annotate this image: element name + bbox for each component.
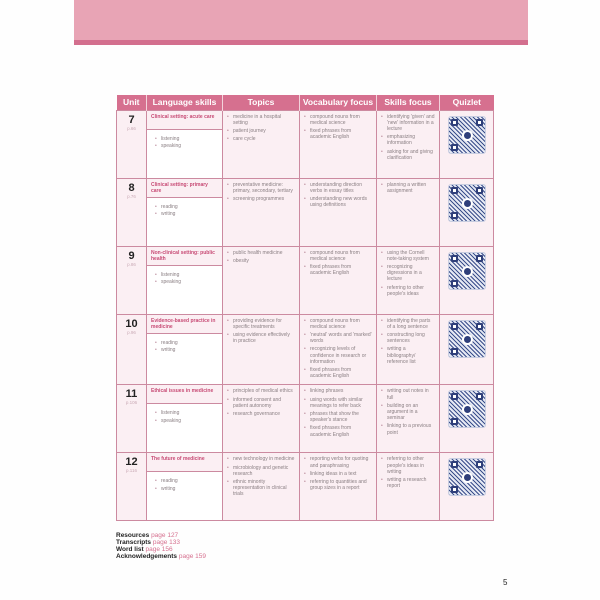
list-item: • informed consent and patient autonomy	[227, 397, 295, 409]
unit-title: Ethical issues in medicine	[147, 385, 222, 404]
vocabulary-cell	[300, 246, 377, 314]
list-item: • writing	[155, 486, 214, 492]
unit-title: Clinical setting: acute care	[147, 111, 222, 130]
unit-cell	[117, 110, 147, 178]
topics-cell	[223, 246, 300, 314]
table-row	[117, 110, 494, 178]
unit-page-link[interactable]: p.106	[125, 400, 138, 406]
column-header-vocabulary-focus: Vocabulary focus	[300, 95, 377, 110]
list-item: • ethnic minority representation in clinical trials	[227, 479, 295, 498]
unit-page-link[interactable]: p.116	[126, 468, 137, 474]
list-item: • referring to other people's ideas in writing	[381, 456, 435, 475]
quizlet-logo-icon	[462, 266, 473, 277]
language-skills-cell	[147, 246, 223, 314]
table-row	[117, 453, 494, 521]
unit-page-link[interactable]: p.76	[127, 193, 136, 199]
vocabulary-list	[300, 111, 376, 146]
unit-cell	[117, 314, 147, 385]
unit-page-link[interactable]: p.86	[127, 261, 136, 267]
list-item: • writing out notes in full	[381, 388, 435, 400]
list-item: • writing	[155, 347, 214, 353]
list-item: • compound nouns from medical science	[304, 114, 372, 126]
vocabulary-list	[300, 179, 376, 214]
page-number: 5	[503, 578, 508, 587]
list-item: • speaking	[155, 418, 214, 424]
topics-list	[223, 385, 299, 422]
list-item: • recognizing levels of confidence in research or information	[304, 346, 372, 365]
list-item: • research governance	[227, 411, 295, 417]
unit-number: 9	[128, 249, 135, 262]
list-item: • building on an argument in a seminar	[381, 403, 435, 422]
language-skills-list	[151, 407, 218, 427]
language-skills-list	[151, 475, 218, 495]
list-item: • listening	[155, 272, 214, 278]
skills-list	[377, 385, 439, 440]
table-header-row	[117, 95, 494, 110]
quizlet-cell	[440, 178, 494, 246]
topics-cell	[223, 110, 300, 178]
skills-cell	[377, 314, 440, 385]
vocabulary-list	[300, 385, 376, 442]
table-row	[117, 246, 494, 314]
language-skills-list	[151, 133, 218, 153]
unit-number: 8	[128, 181, 135, 194]
list-item: • identifying the parts of a long sentence	[381, 318, 435, 330]
skills-cell	[377, 246, 440, 314]
unit-title: Clinical setting: primary care	[147, 179, 222, 198]
list-item: • using evidence effectively in practice	[227, 332, 295, 344]
vocabulary-list	[300, 315, 376, 385]
language-skills-list	[151, 201, 218, 221]
list-item: • reading	[155, 204, 214, 210]
skills-cell	[377, 178, 440, 246]
unit-cell	[117, 385, 147, 453]
quizlet-cell	[440, 453, 494, 521]
language-skills-cell	[147, 385, 223, 453]
table-row	[117, 178, 494, 246]
list-item: • linking ideas in a text	[304, 471, 372, 477]
contents-table	[116, 95, 494, 521]
quizlet-logo-icon	[462, 334, 473, 345]
unit-page-link[interactable]: p.66	[127, 125, 136, 131]
column-header-topics: Topics	[223, 95, 300, 110]
list-item: • microbiology and genetic research	[227, 465, 295, 477]
unit-number: 11	[125, 388, 138, 401]
list-item: • using words with similar meanings to refer back	[304, 397, 372, 409]
topics-list	[223, 111, 299, 148]
language-skills-cell	[147, 178, 223, 246]
footer-link-word-list[interactable]: Word list page 156	[116, 546, 173, 553]
quizlet-cell	[440, 110, 494, 178]
list-item: • 'neutral' words and 'marked' words	[304, 332, 372, 344]
quizlet-cell	[440, 314, 494, 385]
footer-link-resources[interactable]: Resources page 127	[116, 532, 179, 539]
topics-cell	[223, 178, 300, 246]
list-item: • fixed phrases from academic English	[304, 425, 372, 437]
list-item: • screening programmes	[227, 196, 295, 202]
list-item: • compound nouns from medical science	[304, 250, 372, 262]
vocabulary-cell	[300, 110, 377, 178]
list-item: • recognizing digressions in a lecture	[381, 264, 435, 283]
vocabulary-cell	[300, 385, 377, 453]
skills-cell	[377, 385, 440, 453]
list-item: • listening	[155, 136, 214, 142]
vocabulary-cell	[300, 314, 377, 385]
list-item: • asking for and giving clarification	[381, 149, 435, 161]
list-item: • principles of medical ethics	[227, 388, 295, 394]
list-item: • constructing long sentences	[381, 332, 435, 344]
list-item: • reading	[155, 340, 214, 346]
footer-link-acknowledgements[interactable]: Acknowledgements page 159	[116, 553, 206, 560]
topics-cell	[223, 314, 300, 385]
skills-list	[377, 315, 439, 370]
skills-list	[377, 453, 439, 494]
list-item: • referring to other people's ideas	[381, 285, 435, 297]
quizlet-logo-icon	[462, 130, 473, 141]
list-item: • compound nouns from medical science	[304, 318, 372, 330]
footer-link-transcripts[interactable]: Transcripts page 133	[116, 539, 180, 546]
qr-code-icon[interactable]	[448, 252, 486, 290]
skills-list	[377, 111, 439, 166]
unit-number: 7	[128, 113, 135, 126]
skills-cell	[377, 110, 440, 178]
table-row	[117, 314, 494, 385]
list-item: • planning a written assignment	[381, 182, 435, 194]
list-item: • care cycle	[227, 136, 295, 142]
topics-list	[223, 315, 299, 350]
language-skills-list	[151, 337, 218, 357]
list-item: • understanding direction verbs in essay titles	[304, 182, 372, 194]
quizlet-cell	[440, 385, 494, 453]
list-item: • reporting verbs for quoting and paraphrasing	[304, 456, 372, 468]
unit-page-link[interactable]: p.96	[127, 329, 136, 335]
list-item: • writing a research report	[381, 477, 435, 489]
list-item: • referring to quantities and group sizes in a report	[304, 479, 372, 491]
list-item: • speaking	[155, 279, 214, 285]
unit-number: 12	[125, 456, 138, 469]
qr-code-icon[interactable]	[448, 458, 486, 496]
list-item: • patient journey	[227, 128, 295, 134]
quizlet-logo-icon	[462, 472, 473, 483]
topics-list	[223, 247, 299, 269]
list-item: • providing evidence for specific treatments	[227, 318, 295, 330]
list-item: • emphasizing information	[381, 134, 435, 146]
list-item: • linking to a previous point	[381, 423, 435, 435]
topics-list	[223, 179, 299, 208]
topics-cell	[223, 453, 300, 521]
list-item: • public health medicine	[227, 250, 295, 256]
qr-code-icon[interactable]	[448, 390, 486, 428]
column-header-quizlet: Quizlet	[440, 95, 494, 110]
list-item: • phrases that show the speaker's stance	[304, 411, 372, 423]
skills-list	[377, 247, 439, 302]
unit-number: 10	[125, 317, 138, 330]
language-skills-cell	[147, 453, 223, 521]
skills-cell	[377, 453, 440, 521]
list-item: • speaking	[155, 143, 214, 149]
qr-code-icon[interactable]	[448, 320, 486, 358]
unit-cell	[117, 453, 147, 521]
list-item: • writing a bibliography/ reference list	[381, 346, 435, 365]
vocabulary-cell	[300, 453, 377, 521]
language-skills-cell	[147, 314, 223, 385]
list-item: • fixed phrases from academic English	[304, 128, 372, 140]
column-header-language-skills: Language skills	[147, 95, 223, 110]
list-item: • identifying 'given' and 'new' information in a lecture	[381, 114, 435, 133]
language-skills-cell	[147, 110, 223, 178]
list-item: • reading	[155, 478, 214, 484]
quizlet-logo-icon	[462, 198, 473, 209]
list-item: • using the Cornell note-taking system	[381, 250, 435, 262]
vocabulary-cell	[300, 178, 377, 246]
quizlet-logo-icon	[462, 404, 473, 415]
skills-list	[377, 179, 439, 199]
vocabulary-list	[300, 247, 376, 282]
unit-title: Non-clinical setting: public health	[147, 247, 222, 266]
header-banner	[74, 0, 528, 45]
list-item: • fixed phrases from academic English	[304, 367, 372, 379]
unit-cell	[117, 178, 147, 246]
qr-code-icon[interactable]	[448, 116, 486, 154]
table-row	[117, 385, 494, 453]
language-skills-list	[151, 269, 218, 289]
column-header-unit: Unit	[117, 95, 147, 110]
topics-cell	[223, 385, 300, 453]
quizlet-cell	[440, 246, 494, 314]
vocabulary-list	[300, 453, 376, 496]
list-item: • preventative medicine: primary, secondary, tertiary	[227, 182, 295, 194]
column-header-skills-focus: Skills focus	[377, 95, 440, 110]
qr-code-icon[interactable]	[448, 184, 486, 222]
unit-cell	[117, 246, 147, 314]
list-item: • medicine in a hospital setting	[227, 114, 295, 126]
topics-list	[223, 453, 299, 502]
list-item: • fixed phrases from academic English	[304, 264, 372, 276]
back-matter-links	[116, 532, 206, 560]
list-item: • obesity	[227, 258, 295, 264]
list-item: • listening	[155, 410, 214, 416]
unit-title: The future of medicine	[147, 453, 222, 472]
list-item: • new technology in medicine	[227, 456, 295, 462]
list-item: • linking phrases	[304, 388, 372, 394]
unit-title: Evidence-based practice in medicine	[147, 315, 222, 334]
list-item: • understanding new words using definitions	[304, 196, 372, 208]
list-item: • writing	[155, 211, 214, 217]
